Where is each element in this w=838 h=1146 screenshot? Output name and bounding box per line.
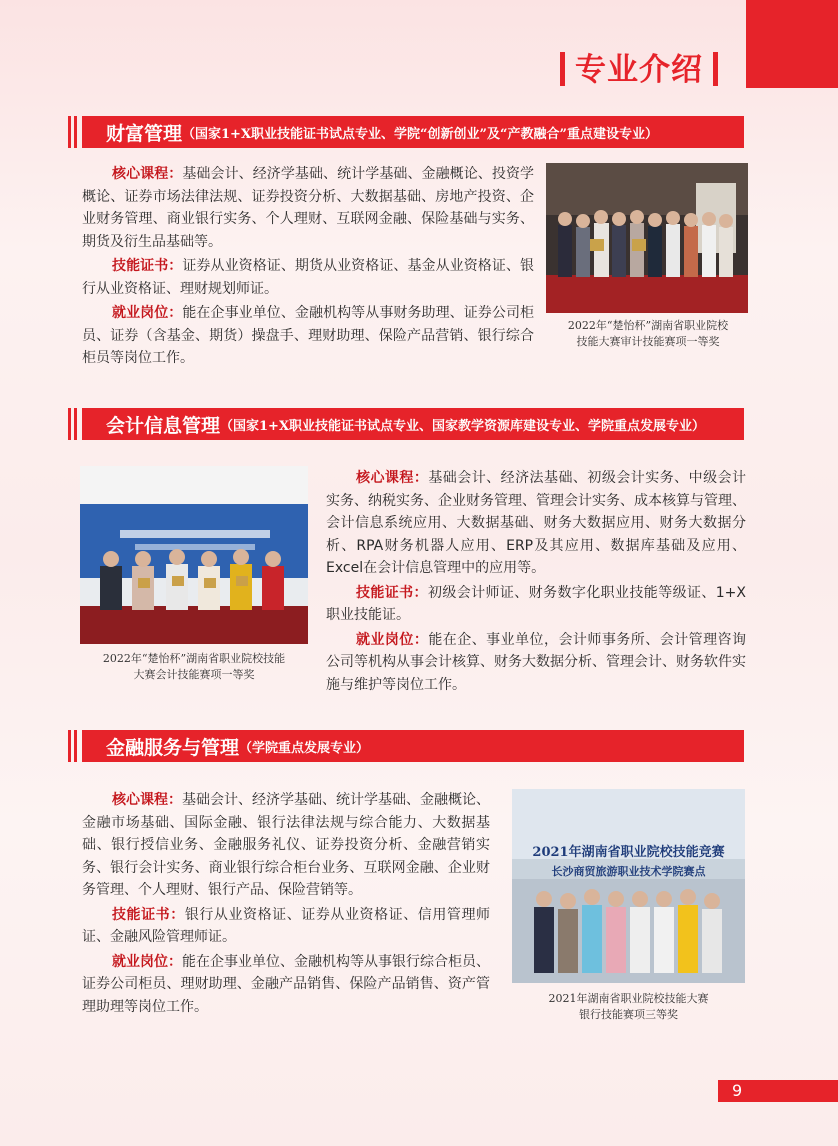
paragraph-certificates	[82, 904, 490, 949]
section-body-wealth-management	[82, 163, 534, 372]
paragraph-core-courses	[82, 789, 490, 902]
section-header-wealth-management	[82, 116, 744, 148]
award-caption-2	[74, 651, 314, 683]
section-body-financial-services	[82, 789, 490, 1020]
paragraph-core-courses	[82, 163, 534, 253]
paragraph-jobs	[326, 629, 746, 697]
paragraph-core-courses	[326, 467, 746, 580]
label-core-courses: 核心课程：	[356, 470, 429, 486]
caption-line: 大赛会计技能赛项一等奖	[133, 668, 255, 681]
page-title-text: 专业介绍	[575, 52, 703, 88]
caption-line: 银行技能赛项三等奖	[579, 1008, 678, 1021]
title-bar-right	[713, 52, 718, 86]
award-photo-accounting-skills	[80, 466, 308, 644]
label-core-courses: 核心课程：	[112, 792, 182, 808]
core-courses-text: 基础会计、经济法基础、初级会计实务、中级会计实务、纳税实务、企业财务管理、管理会计实务、成本核算与管理、会计信息系统应用、大数据基础、财务大数据应用、财务大数据分析、RPA财务机器人应用、ERP及其应用、数据库基础及应用、Excel在会计信息管理中的应用等。	[326, 470, 747, 577]
label-certificates: 技能证书：	[356, 584, 428, 601]
corner-accent-block	[746, 0, 838, 88]
caption-line: 2021年湖南省职业院校技能大赛	[548, 992, 709, 1005]
label-jobs: 就业岗位：	[112, 305, 183, 322]
core-courses-text: 基础会计、经济学基础、统计学基础、金融概论、金融市场基础、国际金融、银行法律法规与综合能力、大数据基础、银行授信业务、金融服务礼仪、证券投资分析、金融营销实务、银行会计实务、商业银行综合柜台业务、互联网金融、企业财务管理、个人理财、银行产品、保险营销等。	[82, 792, 490, 899]
caption-line: 2022年“楚怡杯”湖南省职业院校	[567, 319, 729, 332]
paragraph-certificates	[82, 255, 534, 300]
section-title: 会计信息管理	[106, 414, 221, 437]
core-courses-text: 基础会计、经济学基础、统计学基础、金融概论、投资学概论、证券市场法律法规、证券投资分析、大数据基础、房地产投资、企业财务管理、商业银行实务、个人理财、互联网金融、保险基础与实务、期货及衍生品基础等。	[82, 166, 535, 250]
label-certificates: 技能证书：	[112, 906, 185, 923]
label-certificates: 技能证书：	[112, 258, 183, 275]
award-photo-banking-skills	[512, 789, 745, 983]
section-header-accounting-info-management	[82, 408, 744, 440]
paragraph-jobs	[82, 951, 490, 1019]
section-title: 财富管理	[106, 122, 183, 145]
section-body-accounting-info-management	[326, 467, 746, 698]
caption-line: 技能大赛审计技能赛项一等奖	[576, 335, 720, 348]
page-number: 9	[718, 1080, 838, 1102]
caption-line: 2022年“楚怡杯”湖南省职业院校技能	[102, 652, 286, 665]
paragraph-jobs	[82, 302, 534, 370]
section-note: （学院重点发展专业）	[239, 740, 370, 756]
certificates-text: 银行从业资格证、证券从业资格证、信用管理师证、金融风险管理师证。	[82, 906, 491, 946]
jobs-text: 能在企事业单位、金融机构等从事财务助理、证券公司柜员、证券（含基金、期货）操盘手、理财助理、保险产品营销、银行综合柜员等岗位工作。	[82, 305, 535, 367]
label-core-courses: 核心课程：	[112, 166, 183, 182]
jobs-text: 能在企、事业单位，会计师事务所、会计管理咨询公司等机构从事会计核算、财务大数据分析、管理会计、财务软件实施与维护等岗位工作。	[326, 631, 747, 693]
page-title	[560, 44, 718, 89]
award-caption-1	[542, 318, 754, 350]
certificates-text: 证券从业资格证、期货从业资格证、基金从业资格证、银行从业资格证、理财规划师证。	[82, 258, 535, 297]
label-jobs: 就业岗位：	[356, 631, 429, 648]
paragraph-certificates	[326, 582, 746, 627]
title-bar-left	[560, 52, 565, 86]
award-caption-3	[506, 991, 751, 1023]
photo-banner-subtitle: 长沙商贸旅游职业技术学院赛点	[551, 865, 706, 878]
label-jobs: 就业岗位：	[112, 953, 182, 970]
certificates-text: 初级会计师证、财务数字化职业技能等级证、1+X职业技能证。	[326, 584, 746, 624]
section-header-financial-services	[82, 730, 744, 762]
section-note: （国家1+X职业技能证书试点专业、国家教学资源库建设专业、学院重点发展专业）	[220, 418, 706, 434]
section-title: 金融服务与管理	[106, 736, 240, 759]
section-note: （国家1+X职业技能证书试点专业、学院“创新创业”及“产教融合”重点建设专业）	[182, 126, 658, 142]
award-photo-audit-skills	[546, 163, 748, 313]
jobs-text: 能在企事业单位、金融机构等从事银行综合柜员、证券公司柜员、理财助理、金融产品销售、保险产品销售、资产管理助理等岗位工作。	[82, 953, 490, 1015]
photo-banner-title: 2021年湖南省职业院校技能竞赛	[532, 845, 725, 860]
